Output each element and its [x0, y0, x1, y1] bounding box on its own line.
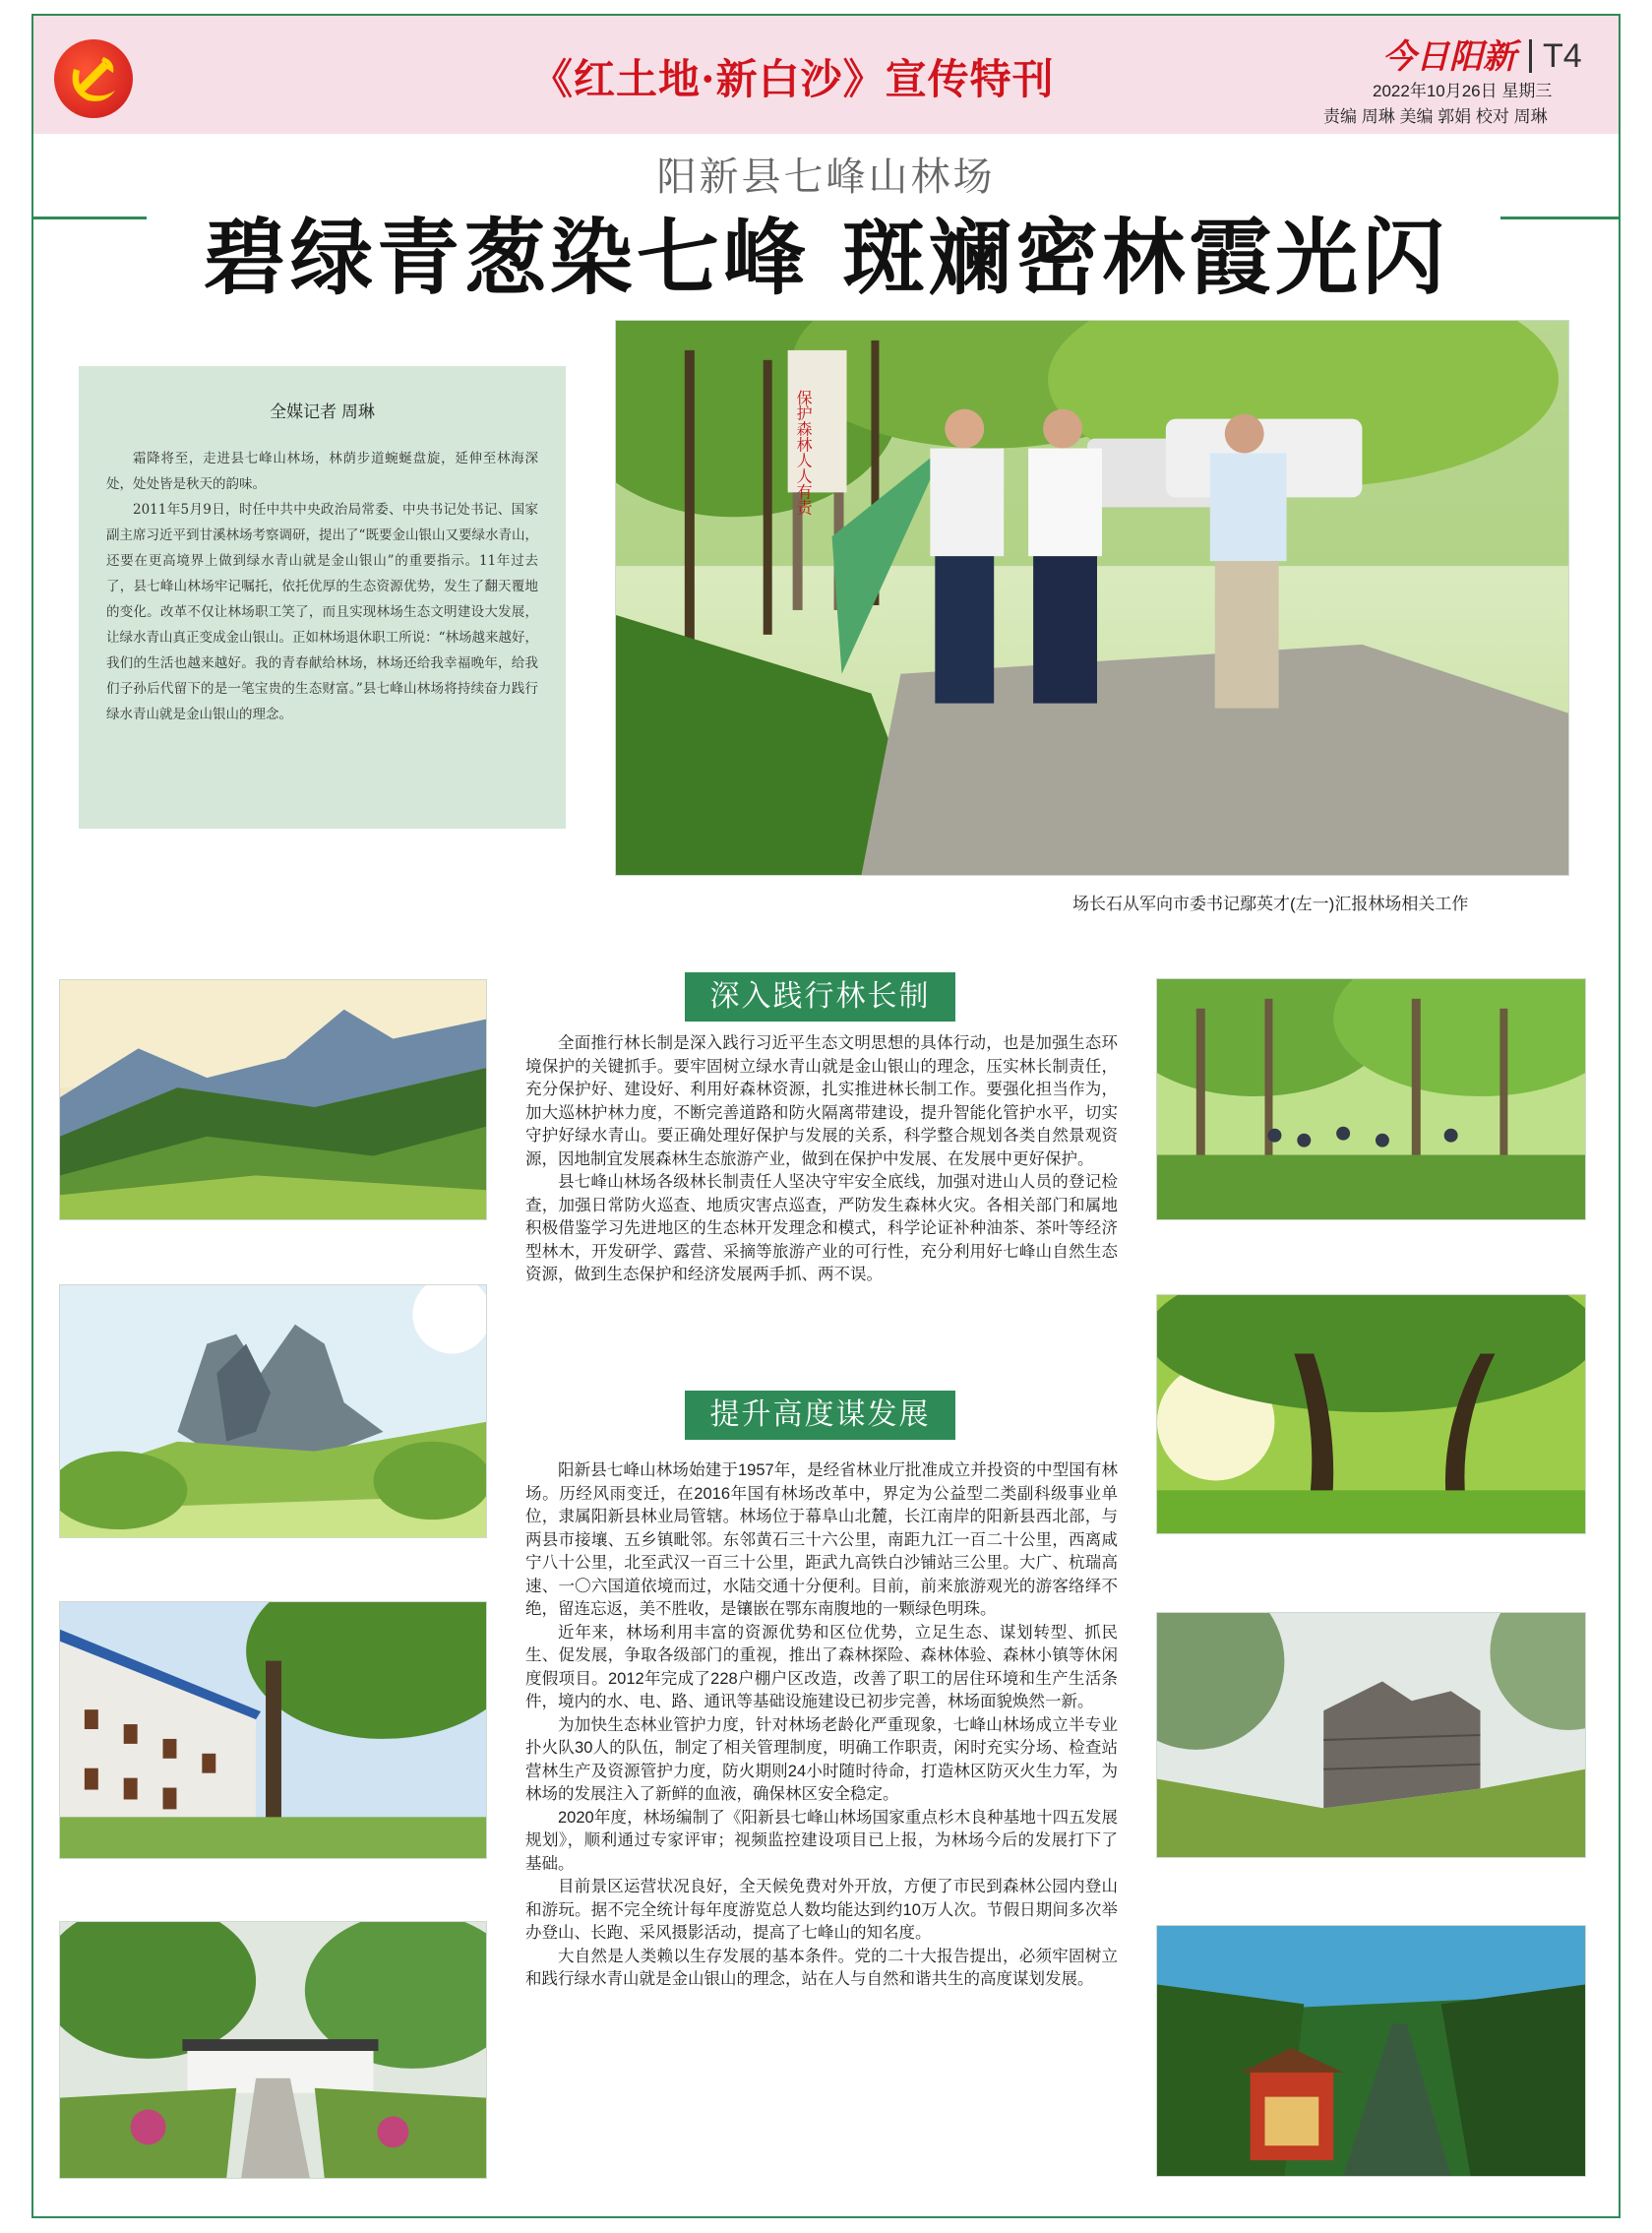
editor-credits: 责编 周琳 美编 郭娟 校对 周琳 [1323, 107, 1548, 126]
forest-building-photo [59, 1601, 487, 1859]
page-number: T4 [1543, 37, 1582, 75]
body-paragraph: 全面推行林长制是深入践行习近平生态文明思想的具体行动，也是加强生态环境保护的关键抓手。要牢固树立绿水青山就是金山银山的理念，压实林长制责任，充分保护好、建设好、利用好森林资源，扎实推进林长制工作。要强化担当作为，加大巡林护林力度，不断完善道路和防火隔离带建设，提升智能化管护水平，切实守护好绿水青山。要正确处理好保护与发展的关系，科学整合规划各类自然景观资源，因地制宜发展森林生态旅游产业，做到在保护中发展、在发展中更好保护。 [525, 1034, 1118, 1168]
temple-canyon-photo [1156, 1925, 1586, 2177]
issue-date: 2022年10月26日 星期三 [1373, 82, 1553, 100]
section-title-forest-chief: 深入践行林长制 [685, 972, 955, 1022]
article-kicker: 阳新县七峰山林场 [656, 155, 996, 199]
body-paragraph: 大自然是人类赖以生存发展的基本条件。党的二十大报告提出，必须牢固树立和践行绿水青山就是金山银山的理念，站在人与自然和谐共生的高度谋划发展。 [525, 1947, 1118, 1988]
body-paragraph: 为加快生态林业管护力度，针对林场老龄化严重现象，七峰山林场成立半专业扑火队30人的队伍，制定了相关管理制度，明确工作职责，闲时充实分场、检查站营林生产及资源管护力度，防火期则24小时随时待命，打造林区防灭火生力军，为林场的发展注入了新鲜的血液，确保林区安全稳定。 [525, 1715, 1118, 1803]
section-body-forest-chief [525, 1032, 1118, 1287]
intro-box [79, 366, 566, 829]
byline: 全媒记者 周琳 [270, 403, 375, 421]
intro-paragraph: 2011年5月9日，时任中共中央政治局常委、中央书记处书记、国家副主席习近平到甘溪林场考察调研，提出了“既要金山银山又要绿水青山，还要在更高境界上做到绿水青山就是金山银山”的重要指示。11年过去了，县七峰山林场牢记嘱托，依托优厚的生态资源优势，发生了翻天覆地的变化。改革不仅让林场职工笑了，而且实现林场生态文明建设大发展，让绿水青山真正变成金山银山。正如林场退休职工所说：“林场越来越好，我们的生活也越来越好。我的青春献给林场，林场还给我幸福晚年，给我们子孙后代留下的是一笔宝贵的生态财富。”县七峰山林场将持续奋力践行绿水青山就是金山银山的理念。 [106, 502, 538, 722]
body-paragraph: 2020年度，林场编制了《阳新县七峰山林场国家重点杉木良种基地十四五发展规划》，顺利通过专家评审；视频监控建设项目已上报，为林场今后的发展打下了基础。 [525, 1808, 1118, 1873]
special-issue-title: 《红土地·新白沙》宣传特刊 [531, 55, 1055, 103]
body-paragraph: 县七峰山林场各级林长制责任人坚决守牢安全底线，加强对进山人员的登记检查，加强日常防火巡查、地质灾害点巡查，严防发生森林火灾。各相关部门和属地积极借鉴学习先进地区的生态林开发理念和模式，科学论证补种油茶、茶叶等经济型林木，开发研学、露营、采摘等旅游产业的可行性，充分利用好七峰山自然生态资源，做到生态保护和经济发展两手抓、两不误。 [525, 1173, 1118, 1283]
body-paragraph: 近年来，林场利用丰富的资源优势和区位优势，立足生态、谋划转型、抓民生、促发展，争取各级部门的重视，推出了森林探险、森林体验、森林小镇等休闲度假项目。2012年完成了228户棚户区改造，改善了职工的居住环境和生产生活条件，境内的水、电、路、通讯等基础设施建设已初步完善，林场面貌焕然一新。 [525, 1623, 1118, 1710]
party-emblem-icon [54, 39, 133, 118]
forest-visitors-photo [1156, 978, 1586, 1220]
sunlit-forest-photo [1156, 1294, 1586, 1534]
park-path-photo [59, 1921, 487, 2179]
warning-sign: 保护森林人人有责 [794, 389, 812, 516]
stone-ruins-photo [1156, 1612, 1586, 1858]
main-photo-caption: 场长石从军向市委书记鄢英才(左一)汇报林场相关工作 [1072, 895, 1469, 913]
body-paragraph: 阳新县七峰山林场始建于1957年，是经省林业厅批准成立并投资的中型国有林场。历经风雨变迁，在2016年国有林场改革中，界定为公益型二类副科级事业单位，隶属阳新县林业局管辖。林场位于幕阜山北麓，长江南岸的阳新县西北部，与两县市接壤、五乡镇毗邻。东邻黄石三十六公里，南距九江一百二十公里，西离咸宁八十公里，北至武汉一百三十公里，距武九高铁白沙铺站三公里。大广、杭瑞高速、一〇六国道依境而过，水陆交通十分便利。目前，前来旅游观光的游客络绎不绝，留连忘返，美不胜收，是镶嵌在鄂东南腹地的一颗绿色明珠。 [525, 1461, 1118, 1618]
main-photo [615, 320, 1569, 876]
article-headline: 碧绿青葱染七峰 斑斓密林霞光闪 [203, 209, 1449, 306]
body-paragraph: 目前景区运营状况良好，全天候免费对外开放，方便了市民到森林公园内登山和游玩。据不完全统计每年度游览总人数均能达到约10万人次。节假日期间多次举办登山、长跑、采风摄影活动，提高了七峰山的知名度。 [525, 1878, 1118, 1942]
newspaper-logo: 今日阳新 [1382, 37, 1516, 77]
section-title-development: 提升高度谋发展 [685, 1391, 955, 1440]
section-body-development [525, 1459, 1118, 1992]
rock-formation-photo [59, 1284, 487, 1538]
intro-paragraph: 霜降将至，走进县七峰山林场，林荫步道蜿蜒盘旋，延伸至林海深处，处处皆是秋天的韵味。 [106, 451, 538, 492]
mountain-landscape-photo [59, 979, 487, 1220]
